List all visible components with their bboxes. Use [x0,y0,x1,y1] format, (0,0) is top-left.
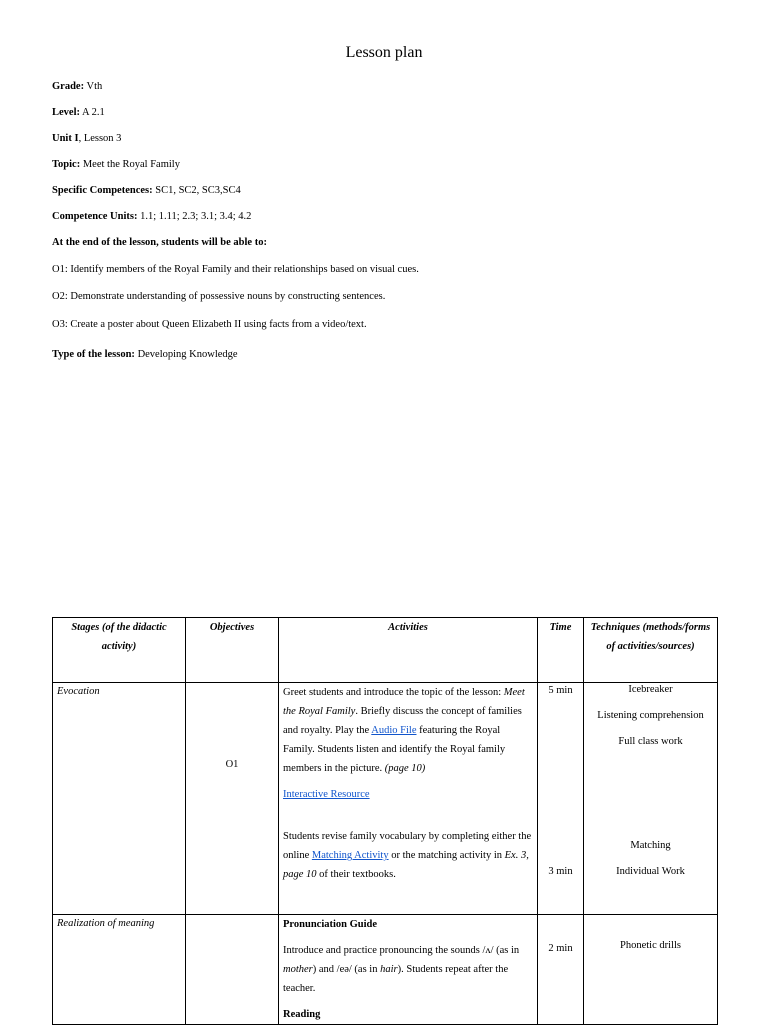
pronunciation-paragraph: Introduce and practice pronouncing the sounds /ʌ/ (as in mother) and /eə/ (as in hair). Students repeat after the teacher. [283,945,520,994]
table-row-evocation [53,683,718,915]
evocation-paragraph-3: Students revise family vocabulary by completing either the online Matching Activity or the matching activity in Ex. 3, page 10 of their textbooks. [283,831,532,880]
competence-units-label: Competence Units: [52,211,138,222]
technique-full-class: Full class work [618,736,683,747]
outcomes-heading: At the end of the lesson, students will be able to: [52,237,267,248]
interactive-resource-link[interactable]: Interactive Resource [283,789,370,800]
evocation-paragraph-1: Greet students and introduce the topic of the lesson: Meet the Royal Family. Briefly discuss the concept of families and royalty. Play the Audio File featuring the Royal Family. Students listen and identify the Royal family members in the picture. (page 10) [283,687,525,774]
unit-line [52,133,121,144]
technique-matching: Matching [630,840,671,851]
time-evocation-2: 3 min [548,866,573,877]
level-label: Level: [52,107,80,118]
time-evocation [538,683,584,915]
objective-o1: O1: Identify members of the Royal Family and their relationships based on visual cues. [52,264,419,275]
matching-activity-link[interactable]: Matching Activity [311,850,389,861]
competences-line [52,185,241,196]
document-title: Lesson plan [345,44,423,61]
lesson-plan-table [52,617,718,1025]
unit-value: , Lesson 3 [78,133,122,144]
objective-cell [186,683,279,915]
header-techniques: Techniques (methods/forms of activities/sources) [584,618,718,683]
time-realization [538,915,584,1025]
objective-o3: O3: Create a poster about Queen Elizabeth II using facts from a video/text. [52,319,367,330]
reading-heading: Reading [283,1009,321,1020]
competences-value: SC1, SC2, SC3,SC4 [152,185,241,196]
header-objectives: Objectives [186,618,279,683]
techniques-evocation [584,683,718,915]
header-stages: Stages (of the didactic activity) [53,618,186,683]
stage-realization: Realization of meaning [53,915,186,1025]
technique-individual: Individual Work [616,866,685,877]
level-value: A 2.1 [80,107,105,118]
technique-phonetic: Phonetic drills [620,940,681,951]
technique-icebreaker: Icebreaker [628,684,673,695]
objective-o2: O2: Demonstrate understanding of possessive nouns by constructing sentences. [52,291,386,302]
table-row-realization [53,915,718,1025]
topic-label: Topic: [52,159,81,170]
level-line [52,107,105,118]
competences-label: Specific Competences: [52,185,153,196]
pronunciation-heading: Pronunciation Guide [283,919,378,930]
techniques-realization [584,915,718,1025]
lesson-type-line [52,349,238,360]
unit-label: Unit I [52,133,79,144]
evocation-paragraph-2 [283,785,533,804]
grade-line [52,81,102,92]
table-header-row [53,618,718,683]
lesson-type-value: Developing Knowledge [134,349,238,360]
topic-line [52,159,180,170]
grade-value: Vth [84,81,103,92]
stage-evocation: Evocation [53,683,186,915]
audio-file-link[interactable]: Audio File [371,725,417,736]
time-realization-1: 2 min [548,943,573,954]
lesson-type-label: Type of the lesson: [52,349,135,360]
header-time: Time [538,618,584,683]
objective-cell-empty [186,915,279,1025]
time-evocation-1: 5 min [548,685,573,696]
competence-units-line [52,211,251,222]
activities-realization [279,915,538,1025]
grade-label: Grade: [52,81,85,92]
competence-units-value: 1.1; 1.11; 2.3; 3.1; 3.4; 4.2 [137,211,252,222]
topic-value: Meet the Royal Family [80,159,180,170]
activities-evocation [279,683,538,915]
header-activities: Activities [279,618,538,683]
objective-o1-label: O1 [225,759,239,770]
technique-listening: Listening comprehension [597,710,704,721]
